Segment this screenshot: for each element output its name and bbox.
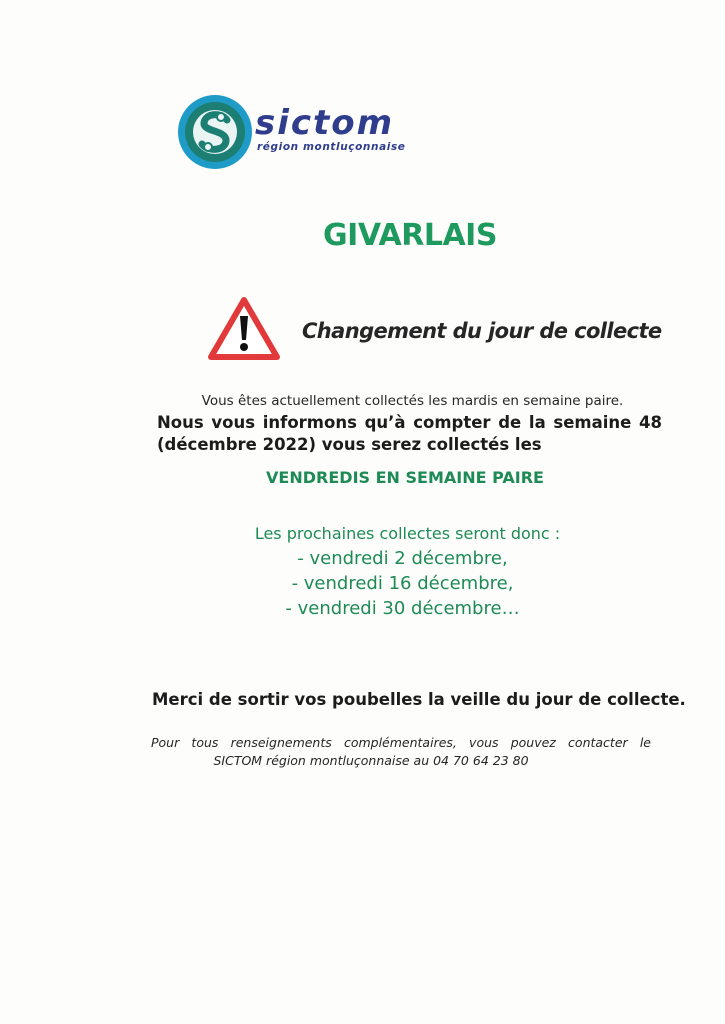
announcement: Nous vous informons qu’à compter de la semaine 48 (décembre 2022) vous serez collectés les bbox=[157, 413, 662, 454]
sictom-logo bbox=[177, 92, 406, 174]
contact-info bbox=[151, 734, 651, 770]
town-name: GIVARLAIS bbox=[323, 218, 497, 253]
next-collections-list bbox=[0, 546, 725, 621]
reminder: Merci de sortir vos poubelles la veille du jour de collecte. bbox=[152, 690, 686, 709]
contact-line-1: Pour tous renseignements complémentaires, vous pouvez contacter le bbox=[151, 735, 651, 750]
notice-title: Changement du jour de collecte bbox=[302, 319, 662, 343]
list-item: - vendredi 30 décembre… bbox=[285, 598, 520, 619]
sictom-emblem-icon bbox=[177, 92, 257, 174]
new-collection-day: VENDREDIS EN SEMAINE PAIRE bbox=[266, 468, 544, 487]
warning-triangle-icon bbox=[207, 296, 281, 362]
logo-subtitle: région montluçonnaise bbox=[257, 141, 406, 153]
list-item: - vendredi 16 décembre, bbox=[291, 573, 514, 594]
list-item: - vendredi 2 décembre, bbox=[297, 548, 508, 569]
logo-wordmark: sictom bbox=[255, 103, 395, 143]
contact-line-2: SICTOM région montluçonnaise au 04 70 64 23 80 bbox=[213, 753, 529, 768]
current-schedule: Vous êtes actuellement collectés les mardis en semaine paire. bbox=[201, 393, 624, 409]
next-collections-title: Les prochaines collectes seront donc : bbox=[254, 524, 561, 543]
